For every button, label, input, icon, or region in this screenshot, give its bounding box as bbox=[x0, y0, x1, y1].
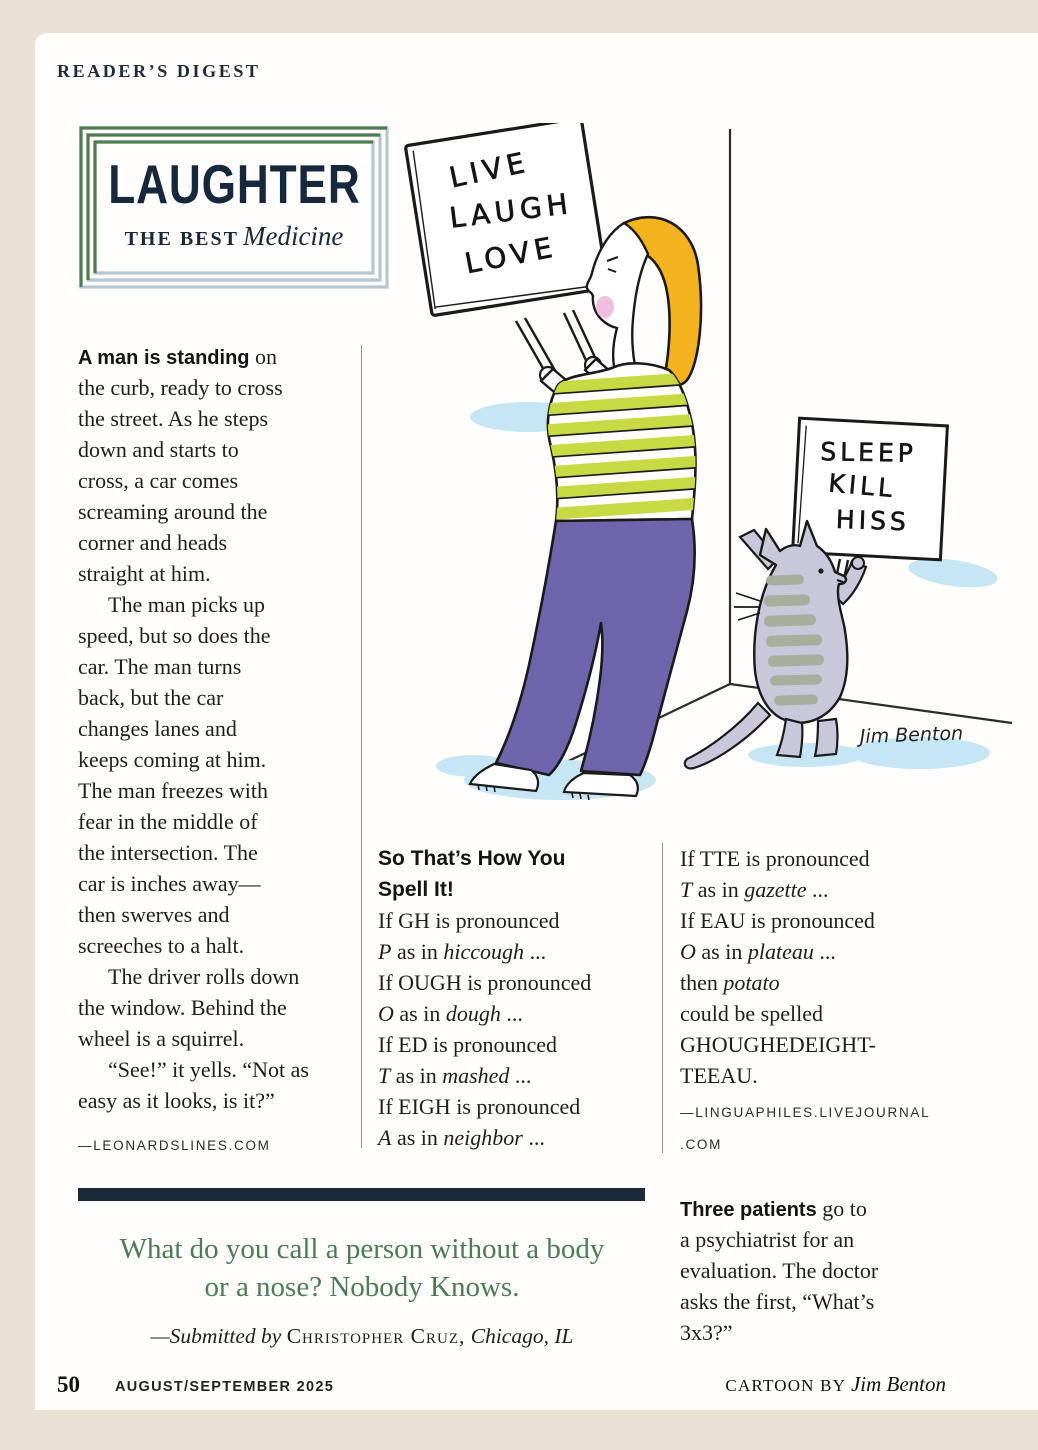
featured-joke bbox=[62, 1230, 662, 1355]
joke-line: corner and heads bbox=[78, 530, 228, 555]
sign2-line3: HISS bbox=[835, 504, 911, 537]
joke-line: wheel is a squirrel. bbox=[78, 1026, 245, 1051]
cartoon-credit-name: Jim Benton bbox=[850, 1372, 946, 1396]
joke-line: evaluation. The doctor bbox=[680, 1258, 879, 1283]
joke-attribution: —LEONARDSLINES.COM bbox=[78, 1138, 271, 1153]
logo-subtitle bbox=[78, 221, 390, 252]
joke-line: P as in hiccough ... bbox=[378, 939, 547, 964]
joke-line: straight at him. bbox=[78, 561, 211, 586]
joke-line: the street. As he steps bbox=[78, 406, 269, 431]
joke-attribution-line: .COM bbox=[680, 1137, 723, 1152]
joke-line: then potato bbox=[680, 970, 780, 995]
featured-joke-line: What do you call a person without a body bbox=[119, 1233, 605, 1265]
joke-attribution bbox=[680, 1097, 970, 1161]
cat-eye bbox=[818, 568, 823, 573]
joke-line: the window. Behind the bbox=[78, 995, 287, 1020]
cartoon-credit bbox=[725, 1372, 946, 1397]
joke-line: If EIGH is pronounced bbox=[378, 1094, 581, 1119]
joke-column-left bbox=[78, 341, 354, 1161]
joke-line: TEEAU. bbox=[680, 1063, 758, 1088]
sign1-line2: LAUGH bbox=[447, 186, 575, 235]
joke-line: keeps coming at him. bbox=[78, 747, 267, 772]
woman-lips bbox=[596, 296, 614, 318]
joke-line: If GH is pronounced bbox=[378, 908, 560, 933]
joke-line: T as in gazette ... bbox=[680, 877, 829, 902]
joke-line: A man is standing on bbox=[78, 344, 278, 369]
joke-line: fear in the middle of bbox=[78, 809, 258, 834]
joke-heading-line: Spell It! bbox=[378, 878, 454, 901]
logo-subtitle-prefix: THE BEST bbox=[124, 228, 239, 250]
column-divider bbox=[361, 345, 362, 1148]
joke-line: The man freezes with bbox=[78, 778, 268, 803]
joke-line: If TTE is pronounced bbox=[680, 846, 870, 871]
page-number: 50 bbox=[57, 1372, 80, 1397]
joke-line: T as in mashed ... bbox=[378, 1063, 532, 1088]
woman-pants bbox=[496, 519, 695, 775]
joke-line: cross, a car comes bbox=[78, 468, 239, 493]
featured-joke-attribution: —Submitted by Christopher Cruz, Chicago, IL bbox=[150, 1324, 574, 1348]
joke-line: The driver rolls down bbox=[108, 964, 300, 989]
joke-line: screaming around the bbox=[78, 499, 268, 524]
sign2-line2: KILL bbox=[827, 468, 898, 504]
cartoonist-signature: Jim Benton bbox=[859, 722, 964, 748]
joke-line: A as in neighbor ... bbox=[378, 1125, 545, 1150]
cat-whiskers bbox=[734, 593, 760, 620]
joke-line: screeches to a halt. bbox=[78, 933, 245, 958]
joke-line: asks the first, “What’s bbox=[680, 1289, 875, 1314]
joke-line: GHOUGHEDEIGHT- bbox=[680, 1032, 876, 1057]
laughter-logo bbox=[78, 125, 390, 290]
joke-attribution-line: —LINGUAPHILES.LIVEJOURNAL bbox=[680, 1105, 931, 1120]
logo-title: LAUGHTER bbox=[107, 154, 361, 216]
joke-line: O as in plateau ... bbox=[680, 939, 836, 964]
joke-line: speed, but so does the bbox=[78, 623, 271, 648]
joke-line: The man picks up bbox=[108, 592, 266, 617]
featured-joke-line: or a nose? Nobody Knows. bbox=[204, 1271, 520, 1303]
sign-live-laugh-love bbox=[405, 123, 608, 377]
sign1-line1: LIVE bbox=[446, 145, 533, 195]
joke-line: the curb, ready to cross bbox=[78, 375, 283, 400]
joke-line: back, but the car bbox=[78, 685, 224, 710]
joke-line: “See!” it yells. “Not as bbox=[108, 1057, 309, 1082]
cat-figure bbox=[685, 521, 866, 768]
joke-line: easy as it looks, is it?” bbox=[78, 1088, 275, 1113]
joke-line: O as in dough ... bbox=[378, 1001, 523, 1026]
joke-line: car. The man turns bbox=[78, 654, 242, 679]
joke-line: a psychiatrist for an bbox=[680, 1227, 855, 1252]
section-divider-bar bbox=[78, 1188, 645, 1201]
joke-column-middle bbox=[378, 843, 658, 1153]
cat-paw bbox=[852, 557, 864, 569]
cartoon-illustration bbox=[388, 123, 1018, 825]
joke-line: changes lanes and bbox=[78, 716, 237, 741]
joke-line: Three patients go to bbox=[680, 1196, 867, 1221]
joke-line: 3x3?” bbox=[680, 1320, 733, 1345]
joke-line: If OUGH is pronounced bbox=[378, 970, 592, 995]
sign1-line3: LOVE bbox=[462, 230, 560, 281]
joke-line: the intersection. The bbox=[78, 840, 258, 865]
cartoon-credit-prefix: CARTOON BY bbox=[725, 1376, 851, 1395]
magazine-brand: READER’S DIGEST bbox=[57, 61, 261, 81]
joke-line: down and starts to bbox=[78, 437, 239, 462]
joke-heading-line: So That’s How You bbox=[378, 847, 566, 870]
joke-line: car is inches away— bbox=[78, 871, 261, 896]
joke-line: could be spelled bbox=[680, 1001, 823, 1026]
second-joke bbox=[680, 1193, 970, 1348]
joke-line: If EAU is pronounced bbox=[680, 908, 875, 933]
joke-column-right bbox=[680, 843, 970, 1348]
logo-subtitle-word: Medicine bbox=[242, 221, 344, 251]
sign2-line1: SLEEP bbox=[820, 437, 918, 468]
column-divider bbox=[662, 843, 663, 1153]
joke-line: If ED is pronounced bbox=[378, 1032, 558, 1057]
issue-date: AUGUST/SEPTEMBER 2025 bbox=[115, 1379, 335, 1395]
joke-line: then swerves and bbox=[78, 902, 230, 927]
